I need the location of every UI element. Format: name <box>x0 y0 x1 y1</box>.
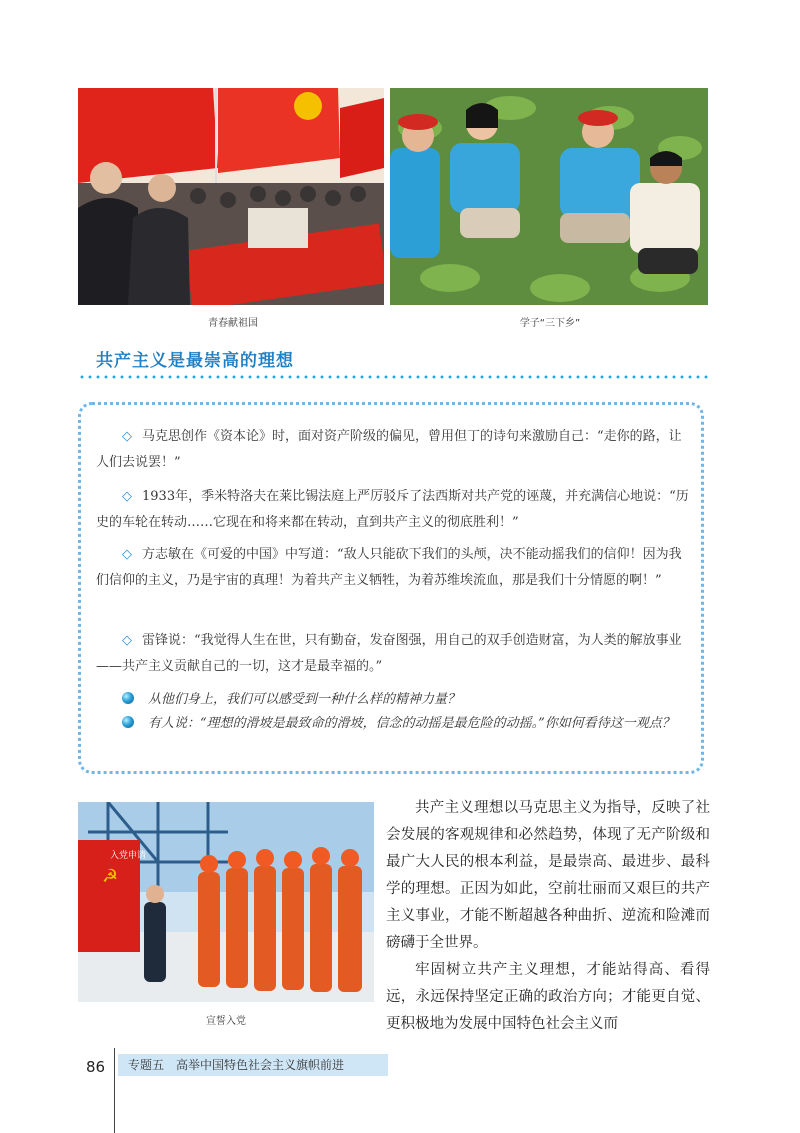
photo-students-countryside <box>390 88 708 305</box>
diamond-icon: ◇ <box>122 633 132 648</box>
svg-text:☭: ☭ <box>102 866 119 887</box>
photo-party-oath <box>78 802 374 1002</box>
body-paragraph: 共产主义理想以马克思主义为指导，反映了社会发展的客观规律和必然趋势，体现了无产阶级和最广大人民的根本利益，是最崇高、最进步、最科学的理想。正因为如此，空前壮丽而又艰巨的共产主义事业，才能不断超越各种曲折、逆流和险滩而磅礴于全世界。 <box>386 800 710 951</box>
body-paragraph: 牢固树立共产主义理想，才能站得高、看得远，永远保持坚定正确的政治方向；才能更自觉、更积极地为发展中国特色社会主义而 <box>386 962 710 1032</box>
page-number: 86 <box>86 1058 106 1076</box>
diamond-icon: ◇ <box>122 429 132 444</box>
globe-bullet-icon <box>122 716 134 728</box>
footer-vertical-rule <box>114 1048 115 1133</box>
question-item: 有人说：“理想的滑坡是最致命的滑坡，信念的动摇是最危险的动摇。”你如何看待这一观点？ <box>96 712 696 736</box>
photo-youth-pledge <box>78 88 384 305</box>
banner-text: 入党申请 <box>110 851 147 861</box>
chapter-label: 专题五 高举中国特色社会主义旗帜前进 <box>118 1054 388 1076</box>
heading-dotted-divider <box>78 375 710 379</box>
question-item: 从他们身上，我们可以感受到一种什么样的精神力量？ <box>96 688 696 712</box>
diamond-icon: ◇ <box>122 489 132 504</box>
diamond-icon: ◇ <box>122 547 132 562</box>
quote-paragraph: ◇ 雷锋说：“我觉得人生在世，只有勤奋，发奋图强，用自己的双手创造财富，为人类的解放事业——共产主义贡献自己的一切，这才是最幸福的。” <box>96 633 682 674</box>
quote-paragraph: ◇ 马克思创作《资本论》时，面对资产阶级的偏见，曾用但丁的诗句来激励自己：“走你的路，让人们去说罢！” <box>96 429 682 470</box>
globe-bullet-icon <box>122 692 134 704</box>
caption-students-countryside: 学子“三下乡” <box>519 318 581 329</box>
section-heading: 共产主义是最崇高的理想 <box>96 351 294 371</box>
quote-paragraph: ◇ 方志敏在《可爱的中国》中写道：“敌人只能砍下我们的头颅，决不能动摇我们的信仰！因为我们信仰的主义，乃是宇宙的真理！为着共产主义牺牲，为着苏维埃流血，那是我们十分情愿的啊！” <box>96 547 682 588</box>
quote-paragraph: ◇ 1933年，季米特洛夫在莱比锡法庭上严厉驳斥了法西斯对共产党的诬蔑，并充满信心地说：“历史的车轮在转动……它现在和将来都在转动，直到共产主义的彻底胜利！” <box>96 489 689 530</box>
caption-party-oath: 宣誓入党 <box>206 1016 246 1027</box>
caption-youth-pledge: 青春献祖国 <box>208 318 258 329</box>
